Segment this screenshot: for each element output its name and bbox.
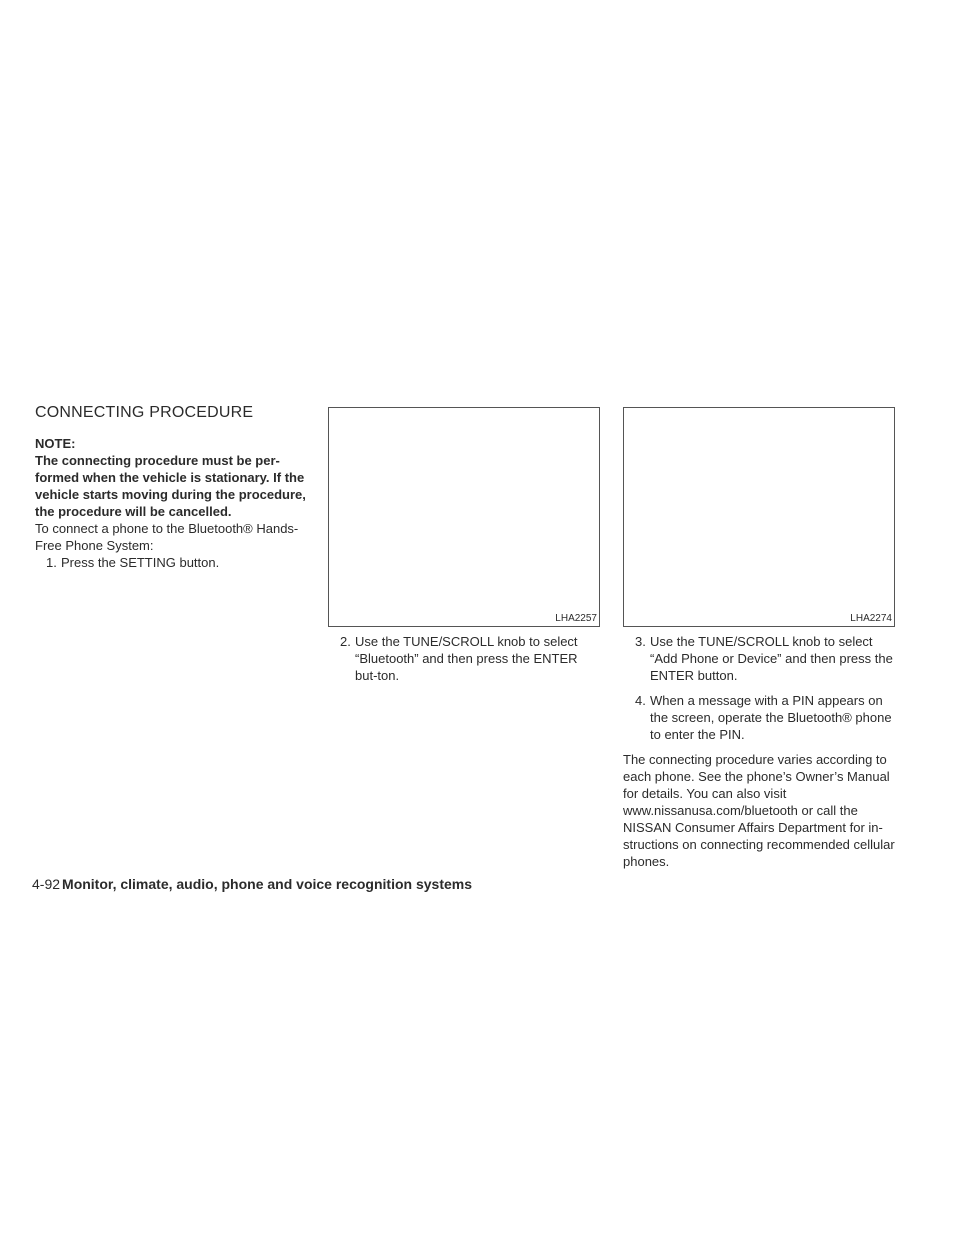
note-text: The connecting procedure must be per-formed when the vehicle is stationary. If the vehicle starts moving during the procedure, the procedure will be cancelled. — [35, 453, 306, 519]
figure-code: LHA2274 — [850, 613, 892, 624]
chapter-title: Monitor, climate, audio, phone and voice recognition systems — [62, 876, 472, 892]
intro-text: To connect a phone to the Bluetooth® Hands-Free Phone System: — [35, 521, 299, 553]
figure-add-phone-menu — [623, 407, 895, 627]
figure-bluetooth-menu — [328, 407, 600, 627]
step-number: 4. — [635, 693, 646, 708]
page-number: 4-92 — [32, 876, 61, 892]
note-label: NOTE: — [35, 436, 76, 451]
step-1 — [35, 554, 307, 571]
closing-text: The connecting procedure varies according to each phone. See the phone’s Owner’s Manual for details. You can also visit www.nissanusa.com/bluetooth or call the NISSAN Consumer Affairs Department for in-structions on connecting recommended cellular phones. — [623, 752, 895, 869]
step-number: 3. — [635, 634, 646, 649]
step-number: 1. — [46, 555, 57, 570]
step-text: Use the TUNE/SCROLL knob to select “Bluetooth” and then press the ENTER but-ton. — [355, 634, 578, 683]
step-text: When a message with a PIN appears on the screen, operate the Bluetooth® phone to enter the PIN. — [650, 693, 892, 742]
step-text: Press the SETTING button. — [61, 555, 220, 570]
step-text: Use the TUNE/SCROLL knob to select “Add Phone or Device” and then press the ENTER button. — [650, 634, 893, 683]
page-footer — [32, 875, 472, 893]
section-title: CONNECTING PROCEDURE — [35, 404, 254, 421]
figure-code: LHA2257 — [555, 613, 597, 624]
step-number: 2. — [340, 634, 351, 649]
column-left — [35, 403, 307, 571]
column-right — [623, 407, 896, 870]
step-4 — [623, 692, 896, 743]
step-2 — [328, 633, 602, 684]
column-middle — [328, 407, 602, 684]
step-3 — [623, 633, 896, 684]
